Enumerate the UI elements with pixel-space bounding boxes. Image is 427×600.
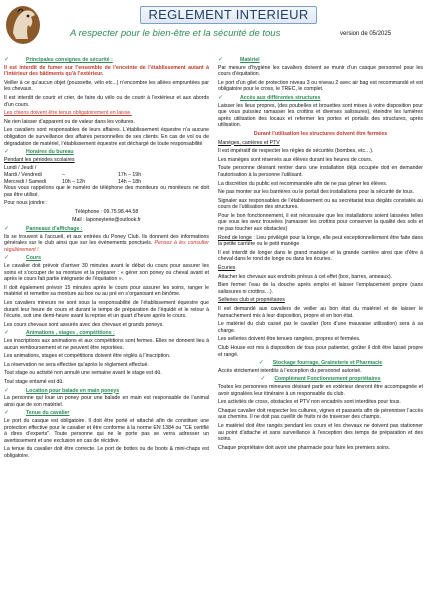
checkmark-icon: ✓ bbox=[4, 255, 10, 262]
paragraph: Il doit également prévoir 15 minutes après le cours pour assurer les soins, ranger le matériel et remettre sa monture au box ou au pré en s’organisant en binôme. bbox=[4, 284, 209, 298]
paragraph: Laisser les lieux propres, (des poubelles et brouettes sont mises à votre disposition pour que vous puissiez ramasser les crottins et diverses salissures), éteindre les lumières après utilisation des locaux et refermer les portes et portails des structures, après utilisation. bbox=[218, 102, 423, 129]
paragraph: Signaler aux responsables de l’établissement ou au secrétariat tous dégâts constatés au cours de l’utilisation des structures. bbox=[218, 197, 423, 211]
paragraph: Pour le bon fonctionnement, il est nécessaire que les installations soient laissées telles que vous les avez trouvées (ramasser les crottins pour conserver la qualité des sols et ne pas toucher aux obstacles) bbox=[218, 212, 423, 233]
checkmark-icon: ✓ bbox=[218, 57, 224, 63]
section-title-materiel: ✓ Matériel bbox=[218, 57, 260, 63]
hours-cell bbox=[168, 172, 208, 179]
checkmark-icon: ✓ bbox=[4, 149, 10, 156]
subsection-label: Rond de longe bbox=[218, 234, 252, 241]
paragraph: Il est interdit de fumer sur l’ensemble de l’enceinte de l’établissement autant à l’intérieur des bâtiments qu’à l’extérieur. bbox=[4, 64, 209, 78]
page-header bbox=[0, 0, 427, 52]
paragraph: Le matériel du club cassé par le cavalier (lors d’une mauvaise utilisation) sera à sa charge. bbox=[218, 321, 423, 334]
version-label: version de 05/2025 bbox=[340, 31, 392, 37]
paragraph: Les cours chevaux sont assurés avec des chevaux et grands poneys. bbox=[4, 321, 164, 328]
checkmark-icon: ✓ bbox=[4, 226, 10, 233]
paragraph: Toutes les personnes mineures désirant partir en extérieur devront être accompagnée et avoir signalées leur itinéraire à un responsable du club. bbox=[218, 383, 423, 397]
paragraph: Ne rien laisser d’apparent ou de valeur dans les voitures. bbox=[4, 118, 135, 125]
paragraph: Il est interdit de longer dans le grand manège et la grande carrière ainsi que d’être à cheval dans le rond de longe ou dans les écuries. bbox=[218, 249, 423, 263]
paragraph: Le matériel doit être rangés pendant les cours et les chevaux ne doivent pas stationner au point d’attache et sans surveillance à l’exception des temps de préparation et des soins. bbox=[218, 422, 423, 443]
text-run: Ils se trouvent à l’accueil, et aux entrées du Poney Club. Ils donnent des informations générales sur le club ainsi que sur les événements ponctuels. bbox=[4, 233, 209, 247]
paragraph: La discrétion du public est recommandée afin de ne pas gêner les élèves. bbox=[218, 180, 388, 187]
paragraph: Ne pas monter sur les barrières ou le portail des installations pour la sécurité de tous. bbox=[218, 189, 415, 196]
paragraph: Veiller à ce qu’aucun objet (poussette, vélo etc...) n’encombre les allées empruntées par les chevaux. bbox=[4, 79, 209, 93]
paragraph: Il est demandé aux cavaliers de veiller au bon état du matériel et de laisser le harnachement mis à leur disposition, propre et en bon état. bbox=[218, 306, 423, 319]
subsection-label: Manèges, carrières et PTV bbox=[218, 139, 280, 146]
checkmark-icon: ✓ bbox=[218, 94, 224, 101]
paragraph: Les activités de cross, obstacles et PTV non encadrés sont interdites pour tous. bbox=[218, 399, 401, 406]
paragraph: Toute personne désirant rentrer dans une installation déjà occupée doit en demander l’autorisation à la personne l’utilisant. bbox=[218, 165, 423, 178]
paragraph: Les chiens doivent être tenus obligatoirement en laisse. bbox=[4, 110, 132, 117]
section-title-horaires: ✓ Horaires du bureau bbox=[4, 149, 74, 156]
section-title-stockage: ✓ Stockage fourrage, Graineterie et Pharmacie bbox=[258, 360, 383, 367]
paragraph: Tout stage ou activité non annulé une semaine avant le stage est dû. bbox=[4, 370, 162, 377]
paragraph: Attacher les chevaux aux endroits prévus à cet effet (box, barres, anneaux). bbox=[218, 273, 393, 280]
paragraph: Les cavaliers sont responsables de leurs affaires. L’établissement équestre n’a aucune obligation de surveillance des affaires personnelles de ses clients. En cas de vol ou de dégradation de matériel, l’établissement équestre est déchargé de toute responsabilité bbox=[4, 127, 209, 147]
right-column bbox=[218, 55, 423, 597]
page-subtitle: A respecter pour le bien-être et la sécurité de tous bbox=[70, 28, 281, 39]
paragraph: Club House est mis à disposition de tous pour patienter, goûter il doit être laissé propre et rangé. bbox=[218, 344, 423, 358]
hours-cell: 10h – 12h bbox=[62, 178, 86, 185]
horse-logo bbox=[4, 3, 42, 45]
paragraph: Les manèges sont réservés aux élèves durant les heures de cours. bbox=[218, 156, 373, 163]
hours-cell: Mercredi / Samedi bbox=[4, 178, 47, 185]
paragraph: Pour nous joindre : bbox=[4, 200, 48, 207]
checkmark-icon: ✓ bbox=[4, 330, 10, 337]
checkmark-icon: ✓ bbox=[4, 387, 10, 394]
paragraph: Il est impératif de respecter les règles de sécurités (bombes, etc…). bbox=[218, 148, 374, 155]
paragraph: Accès strictement interdits à l’exception du personnel autorisé. bbox=[218, 367, 362, 374]
paragraph: La personne qui loue un poney pour une balade en main est responsable de l’animal ainsi que de son matériel. bbox=[4, 395, 209, 408]
paragraph: Le port d’un gilet de protection niveau 3 ou niveau 2 avec air bag est recommandé et est obligatoire pour le cross, le TREC, le complet. bbox=[218, 79, 423, 93]
highlight-text: Pensez à les consulter régulièrement ! bbox=[4, 240, 209, 253]
hours-cell bbox=[168, 165, 208, 172]
paragraph: Les animations, stages et compétitions doivent être réglés à l’inscription. bbox=[4, 353, 171, 360]
section-title-location: ✓ Location pour balade en main poneys bbox=[4, 387, 120, 394]
phone-number: Téléphone : 09.75.98.44.58 bbox=[74, 208, 139, 215]
section-title-animations: ✓ Animations , stages , compétitions : bbox=[4, 330, 115, 337]
paragraph: La tenue du cavalier doit être correcte. Le port de bottes ou de boots & mini-chaps est obligatoire. bbox=[4, 446, 209, 459]
paragraph: Les selleries doivent être tenues rangées, propres et fermées. bbox=[218, 336, 361, 343]
section-title-affichage: ✓ Panneaux d’affichage : bbox=[4, 226, 83, 233]
paragraph bbox=[218, 235, 423, 248]
paragraph: Les cavaliers mineurs ne sont sous la responsabilité de l’établissement équestre que durant leur heure de cours et durant le temps de préparation de l’équidé et le retour à l’écurie, soit une demi-heure avant la reprise et un quart d’heure après le cours. bbox=[4, 300, 209, 320]
hours-cell bbox=[168, 179, 208, 186]
paragraph: Le cavalier doit prévoir d’arriver 30 minutes avant le début du cours pour assurer les soins et s’occuper de sa monture et la préparer : « gérer son poney ou cheval avant et après le cours fait partie intégrante de l’équitation ». bbox=[4, 263, 209, 283]
paragraph: Il est interdit de courir et crier, de faire du vélo ou de courir à l’extérieur et aux abords d’un cours. bbox=[4, 94, 209, 108]
paragraph bbox=[4, 234, 209, 254]
subsection-label: Selleries club et propriétaires bbox=[218, 297, 285, 304]
paragraph: Par mesure d’hygiène les cavaliers doivent se munir d’un casque personnel pour les cours d’équitation. bbox=[218, 64, 423, 78]
paragraph: La réservation ne sera effective qu’après le règlement effectué. bbox=[4, 361, 149, 368]
hours-cell: Lundi / Jeudi / bbox=[4, 165, 37, 172]
paragraph: Chaque propriétaire doit avoir une pharmacie pour faire les premiers soins. bbox=[218, 444, 391, 451]
hours-cell: – bbox=[62, 171, 65, 178]
section-title-securite: ✓ Principales consignes de sécurité : bbox=[4, 57, 113, 63]
paragraph: Chaque cavalier doit respecter les cultures, vignes et passants afin de pérenniser l’accès aux chemins. Il ne doit pas cueillir de fruits ni de traverser des champs. bbox=[218, 407, 423, 421]
warning-text: Durant l’utilisation les structures doivent être fermées bbox=[253, 130, 388, 137]
section-title-cours: ✓ Cours bbox=[4, 255, 41, 262]
paragraph: Nous vous rappelons que le numéro de téléphone des moniteurs ou moniteurs ne doit pas être utilisé. bbox=[4, 185, 209, 198]
paragraph: Tout stage entamé est dû. bbox=[4, 378, 64, 385]
subsection-label: Écuries bbox=[218, 265, 236, 272]
left-column bbox=[4, 55, 209, 597]
hours-cell: 14h – 18h bbox=[118, 178, 142, 185]
paragraph: Le port du casque est obligatoire. Il doit être porté et attaché afin de constituer une protection effective pour le cavalier et être conforme à la norme EN 1384 ou "CE certifié à dires d’experts". Toute personne qui ne le porte pas se verra adresser un avertissement et une exclusion en cas de récidive. bbox=[4, 417, 209, 444]
hours-cell: Mardi / Vendredi bbox=[4, 171, 42, 178]
checkmark-icon: ✓ bbox=[258, 360, 264, 367]
hours-table bbox=[4, 165, 209, 185]
section-title-tenue: ✓ Tenue du cavalier bbox=[4, 410, 70, 417]
hours-cell: 17h – 19h bbox=[118, 171, 142, 178]
paragraph: Bien fermer l’eau de la douche après emploi et laisser l’emplacement propre (sans salissures ni crottins…). bbox=[218, 282, 423, 295]
paragraph: Les inscriptions aux animations et aux compétitions sont fermes. Elles ne donnent lieu à aucun remboursement et ne peuvent être reportées. bbox=[4, 337, 209, 351]
text-run: : Lieu privilégié pour la longe, elle peut exceptionnellement être faite dans la petite carrière ou le petit manège bbox=[218, 234, 423, 248]
section-title-proprietaires: ✓ Complément Fonctionnement propriétaires bbox=[260, 376, 381, 383]
section-title-acces: ✓ Accès aux différentes structures bbox=[218, 94, 321, 101]
hours-cell bbox=[62, 165, 118, 172]
checkmark-icon: ✓ bbox=[4, 410, 10, 417]
hours-cell bbox=[118, 165, 168, 172]
email-address[interactable]: Mail : laponeyterie@outlook.fr bbox=[72, 217, 141, 224]
periods-label: Pendant les périodes scolaires bbox=[4, 156, 75, 163]
checkmark-icon: ✓ bbox=[4, 57, 10, 63]
page-title: REGLEMENT INTERIEUR bbox=[140, 6, 317, 24]
checkmark-icon: ✓ bbox=[260, 376, 266, 383]
